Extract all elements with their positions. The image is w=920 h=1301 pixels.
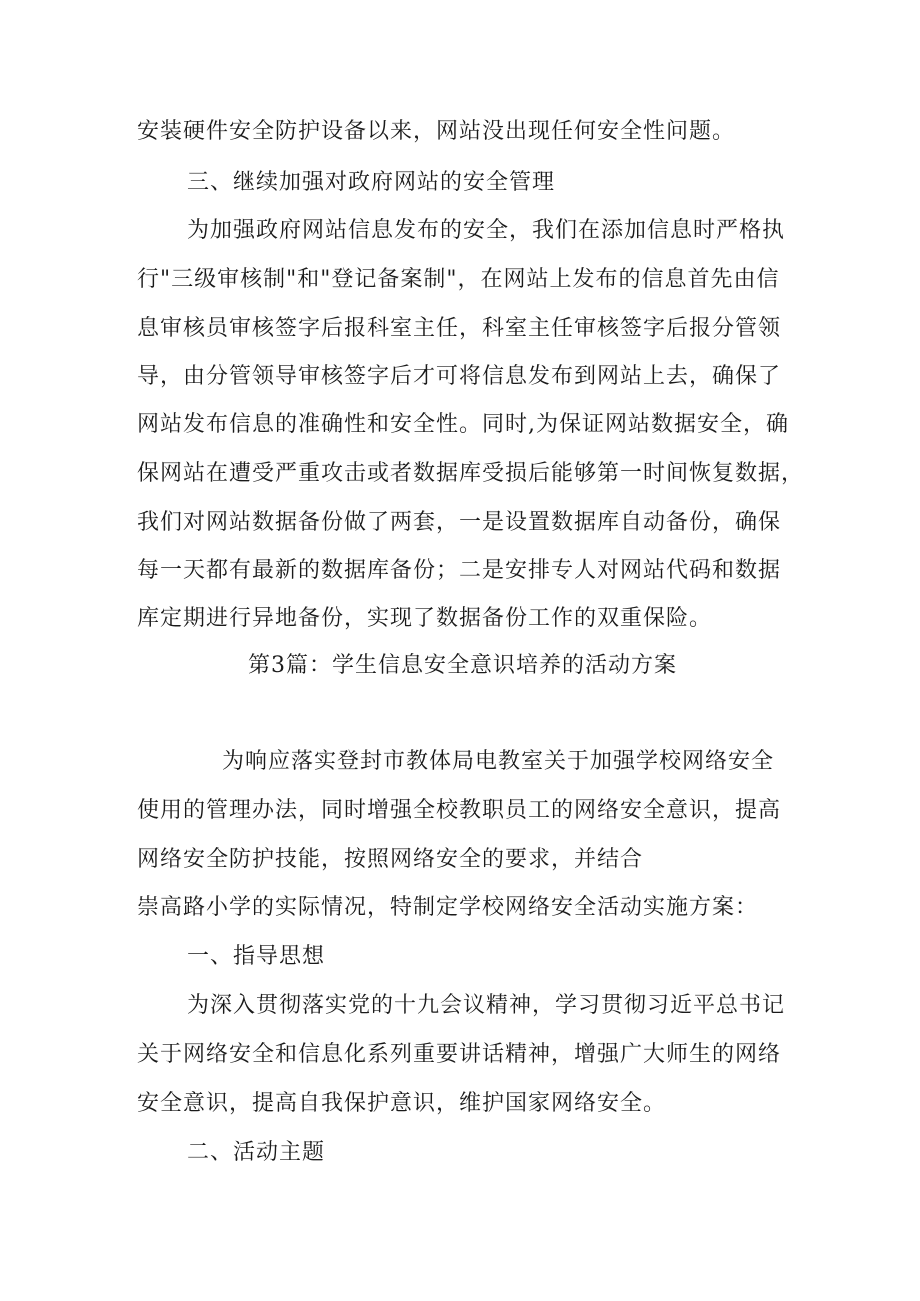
body-text-line: 网络安全防护技能，按照网络安全的要求，并结合 xyxy=(137,847,644,872)
section-heading: 一、指导思想 xyxy=(187,944,326,969)
section-heading: 三、继续加强对政府网站的安全管理 xyxy=(187,170,556,195)
body-text-line: 库定期进行异地备份，实现了数据备份工作的双重保险。 xyxy=(137,606,713,631)
article-title-text: 第3篇：学生信息安全意识培养的活动方案 xyxy=(248,653,677,678)
body-text-line: 保网站在遭受严重攻击或者数据库受损后能够第一时间恢复数据， xyxy=(137,461,805,486)
body-text-line: 安全意识，提高自我保护意识，维护国家网络安全。 xyxy=(137,1091,667,1116)
body-text-line: 网站发布信息的准确性和安全性。同时,为保证网站数据安全，确 xyxy=(137,412,789,437)
article-title xyxy=(0,651,920,681)
body-text-line: 行"三级审核制"和"登记备案制"，在网站上发布的信息首先由信 xyxy=(137,267,780,292)
body-text-line: 安装硬件安全防护设备以来，网站没出现任何安全性问题。 xyxy=(137,119,736,144)
body-text-line: 关于网络安全和信息化系列重要讲话精神，增强广大师生的网络 xyxy=(137,1042,782,1067)
body-text-line: 为响应落实登封市教体局电教室关于加强学校网络安全 xyxy=(222,749,775,774)
body-text-line: 为深入贯彻落实党的十九会议精神，学习贯彻习近平总书记 xyxy=(187,993,786,1018)
body-text-line: 为加强政府网站信息发布的安全，我们在添加信息时严格执 xyxy=(187,218,786,243)
body-text-line: 我们对网站数据备份做了两套，一是设置数据库自动备份，确保 xyxy=(137,510,782,535)
body-text-line: 导，由分管领导审核签字后才可将信息发布到网站上去，确保了 xyxy=(137,364,782,389)
body-text-line: 使用的管理办法，同时增强全校教职员工的网络安全意识，提高 xyxy=(137,798,782,823)
body-text-line: 崇高路小学的实际情况，特制定学校网络安全活动实施方案： xyxy=(137,895,759,920)
body-text-line: 息审核员审核签字后报科室主任，科室主任审核签字后报分管领 xyxy=(137,316,782,341)
section-heading: 二、活动主题 xyxy=(187,1140,326,1165)
body-text-line: 每一天都有最新的数据库备份；二是安排专人对网站代码和数据 xyxy=(137,558,782,583)
